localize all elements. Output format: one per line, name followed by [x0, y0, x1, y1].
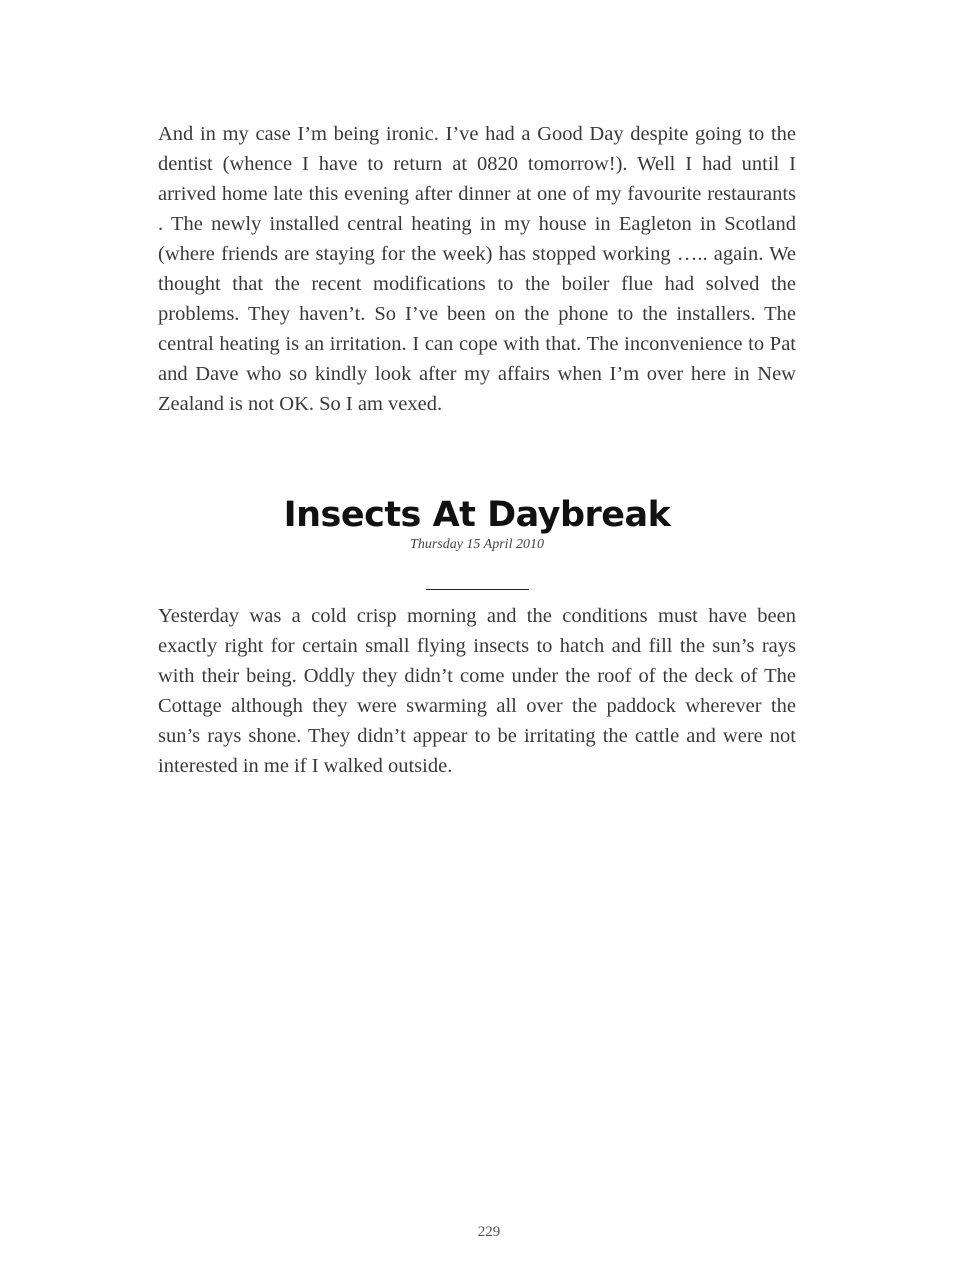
entry-date: Thursday 15 April 2010 [410, 537, 544, 552]
body-paragraph-insects: Yesterday was a cold crisp morning and the conditions must have been exactly right for certain small flying insects to hatch and fill the sun’s rays with their being. Oddly they didn’t come under the roof of the deck of The Cottage although they were swarming all over the paddock wherever the sun’s rays shone. They didn’t appear to be irritating the cattle and were not interested in me if I walked outside. [158, 605, 796, 777]
page-number: 229 [477, 1224, 501, 1240]
title-separator-rule [426, 589, 529, 590]
body-paragraph-vexed: And in my case I’m being ironic. I’ve had a Good Day despite going to the dentist (whence I have to return at 0820 tomorrow!). Well I had until I arrived home late this evening after dinner at one of my favourite restaurants . The newly installed central heating in my house in Eagleton in Scotland (where friends are staying for the week) has stopped working ….. again. We thought that the recent modifications to the boiler flue had solved the problems. They haven’t. So I’ve been on the phone to the installers. The central heating is an irritation. I can cope with that. The inconvenience to Pat and Dave who so kindly look after my affairs when I’m over here in New Zealand is not OK. So I am vexed. [158, 123, 796, 415]
entry-title: Insects At Daybreak [283, 495, 671, 535]
